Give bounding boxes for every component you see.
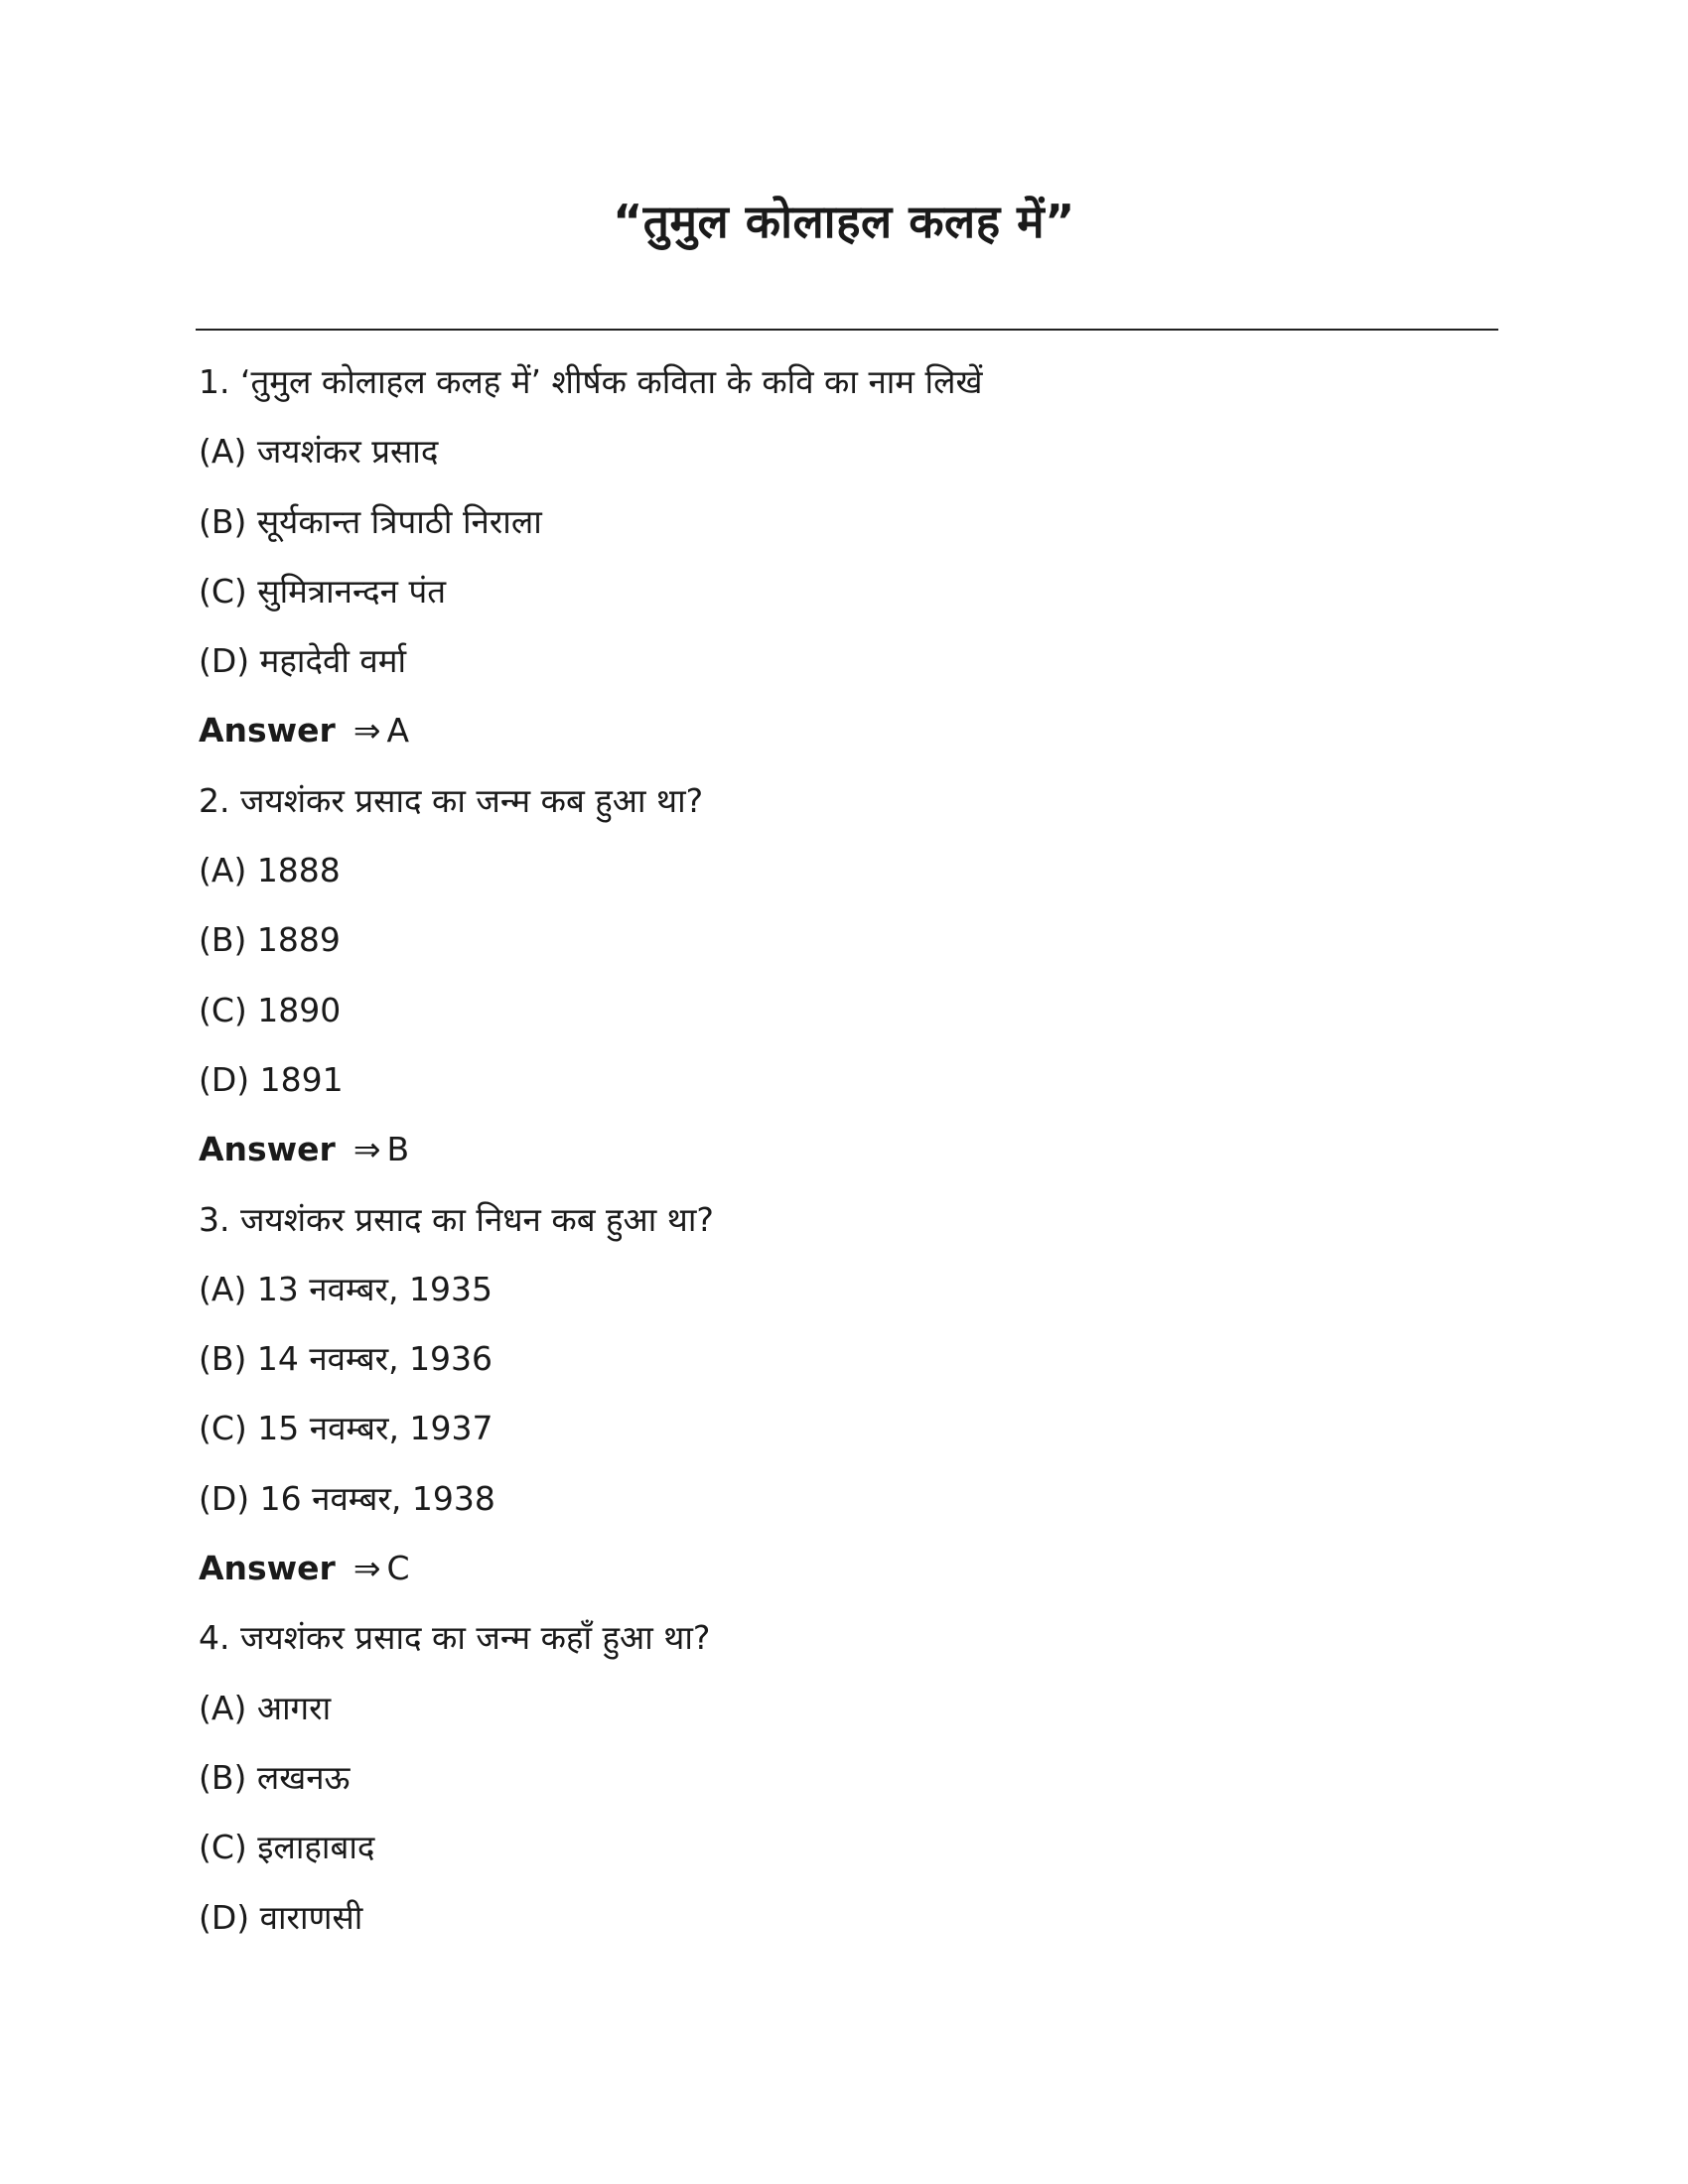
option-a: (A) जयशंकर प्रसाद [199, 432, 439, 472]
answer-label: Answer [199, 1549, 336, 1588]
question-text: 3. जयशंकर प्रसाद का निधन कब हुआ था? [199, 1199, 714, 1239]
title-divider [196, 329, 1498, 331]
option-d: (D) वाराणसी [199, 1897, 363, 1937]
option-b: (B) लखनऊ [199, 1757, 351, 1797]
answer-arrow-icon: ⇒ [352, 711, 381, 751]
answer-line [199, 1115, 1489, 1184]
answer-line [199, 696, 1489, 765]
answer-value: C [386, 1549, 410, 1588]
option-c: (C) इलाहाबाद [199, 1828, 375, 1867]
option-c: (C) 15 नवम्बर, 1937 [199, 1409, 493, 1448]
answer-label: Answer [199, 1130, 336, 1169]
answer-value: A [386, 711, 410, 751]
document-title: “तुमुल कोलाहल कलह में” [613, 195, 1075, 248]
option-d: (D) महादेवी वर्मा [199, 641, 406, 681]
option-d: (D) 16 नवम्बर, 1938 [199, 1478, 495, 1518]
answer-value: B [386, 1130, 410, 1169]
option-b: (B) 1889 [199, 920, 341, 960]
answer-line [199, 1534, 1489, 1603]
option-b: (B) सूर्यकान्त त्रिपाठी निराला [199, 501, 542, 541]
option-b: (B) 14 नवम्बर, 1936 [199, 1339, 493, 1379]
answer-label: Answer [199, 711, 336, 751]
option-a: (A) आगरा [199, 1688, 332, 1727]
answer-arrow-icon: ⇒ [352, 1130, 381, 1169]
question-text: 1. ‘तुमुल कोलाहल कलह में’ शीर्षक कविता के कवि का नाम लिखें [199, 362, 983, 401]
option-a: (A) 1888 [199, 851, 341, 890]
question-text: 2. जयशंकर प्रसाद का जन्म कब हुआ था? [199, 780, 704, 820]
question-text: 4. जयशंकर प्रसाद का जन्म कहाँ हुआ था? [199, 1618, 711, 1658]
option-c: (C) 1890 [199, 990, 342, 1029]
option-a: (A) 13 नवम्बर, 1935 [199, 1269, 492, 1308]
question-list [199, 347, 1489, 1953]
answer-arrow-icon: ⇒ [352, 1549, 381, 1588]
option-d: (D) 1891 [199, 1059, 344, 1099]
option-c: (C) सुमित्रानन्दन पंत [199, 571, 447, 611]
